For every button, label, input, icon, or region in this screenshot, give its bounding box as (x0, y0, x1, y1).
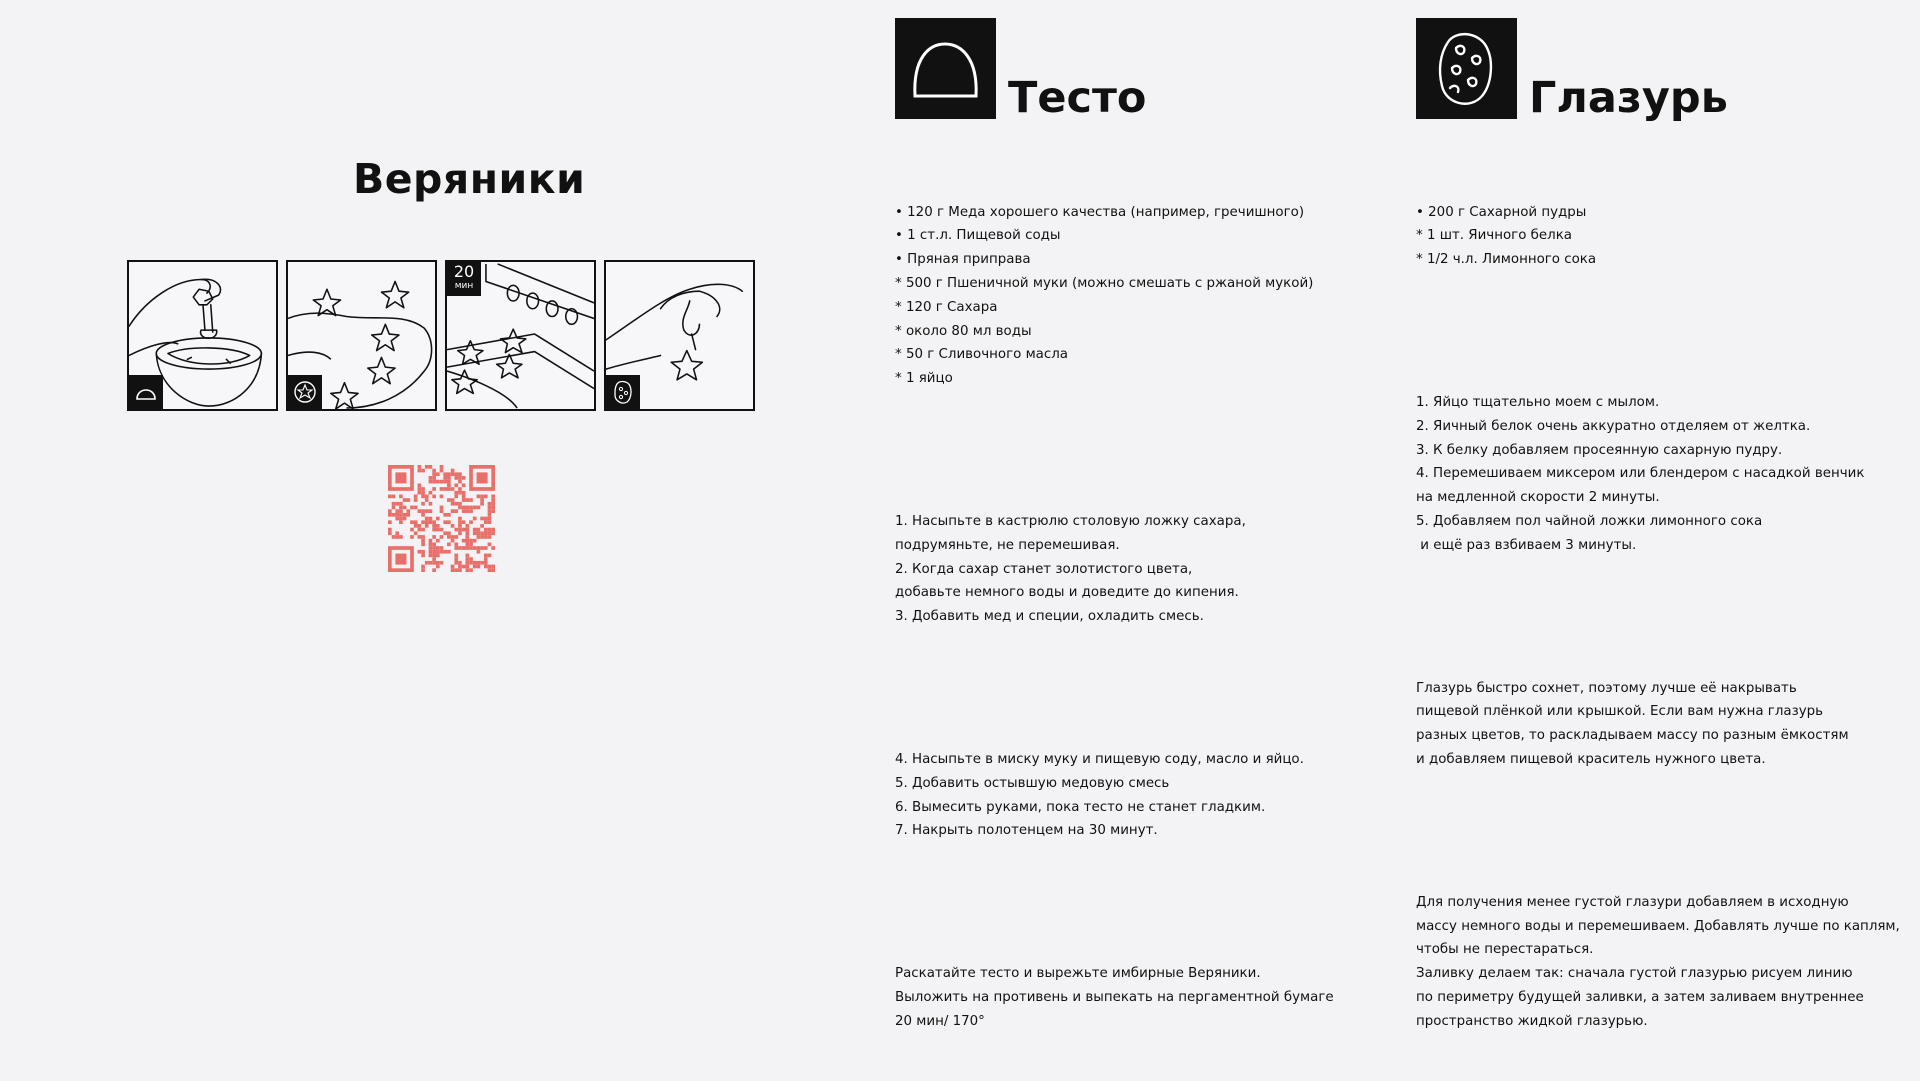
step-line: 3. К белку добавляем просеянную сахарную пудру. (1416, 442, 1783, 458)
dough-steps-b (895, 748, 1334, 843)
step-line: 1. Насыпьте в кастрюлю столовую ложку сахара, (895, 513, 1246, 529)
star-cookie-icon (288, 375, 322, 409)
text-line: массу немного воды и перемешиваем. Добавлять лучше по каплям, (1416, 918, 1900, 934)
dough-icon (895, 18, 996, 119)
dough-icon (129, 375, 163, 409)
qr-code[interactable] (388, 465, 495, 572)
text-line: Выложить на противень и выпекать на пергаментной бумаге (895, 989, 1334, 1005)
dough-ingredients (895, 201, 1334, 391)
icing-icon (1416, 18, 1517, 119)
text-line: разных цветов, то раскладываем массу по разным ёмкостям (1416, 728, 1849, 744)
ingredient-line: * 1/2 ч.л. Лимонного сока (1416, 252, 1597, 268)
text-line: и добавляем пищевой краситель нужного цвета. (1416, 751, 1766, 767)
ingredient-line: • Пряная приправа (895, 252, 1031, 268)
glaze-text (1416, 153, 1900, 1081)
dough-steps-a (895, 510, 1334, 629)
glaze-heading: Глазурь (1529, 73, 1728, 123)
text-line: Заливку делаем так: сначала густой глазурью рисуем линию (1416, 966, 1853, 982)
ingredient-line: * 1 шт. Яичного белка (1416, 228, 1572, 244)
step-bake (445, 260, 596, 411)
step-line: 1. Яйцо тщательно моем с мылом. (1416, 394, 1660, 410)
ingredient-line: * 50 г Сливочного масла (895, 347, 1069, 363)
step-line: 5. Добавить остывшую медовую смесь (895, 775, 1170, 791)
timer-value: 20 (453, 262, 475, 281)
ingredient-line: * 500 г Пшеничной муки (можно смешать с ржаной мукой) (895, 275, 1314, 291)
step-line: 4. Перемешиваем миксером или блендером с насадкой венчик (1416, 466, 1865, 482)
recipe-title: Веряники (353, 155, 586, 203)
glaze-column (1416, 16, 1900, 1081)
step-glaze (604, 260, 755, 411)
glaze-note-2 (1416, 891, 1900, 1034)
icing-icon (606, 375, 640, 409)
text-line: чтобы не перестараться. (1416, 942, 1594, 958)
step-line: 4. Насыпьте в миску муку и пищевую соду, масло и яйцо. (895, 751, 1304, 767)
ingredient-line: • 1 ст.л. Пищевой соды (895, 228, 1061, 244)
text-line: по периметру будущей заливки, а затем заливаем внутреннее (1416, 989, 1864, 1005)
step-line: 7. Накрыть полотенцем на 30 минут. (895, 823, 1158, 839)
glaze-steps (1416, 391, 1900, 558)
step-illustrations (127, 260, 755, 411)
dough-final (895, 962, 1334, 1033)
step-line: 2. Когда сахар станет золотистого цвета, (895, 561, 1193, 577)
ingredient-line: * около 80 мл воды (895, 323, 1032, 339)
text-line: Раскатайте тесто и вырежьте имбирные Веряники. (895, 966, 1261, 982)
text-line: пространство жидкой глазурью. (1416, 1013, 1648, 1029)
dough-text (895, 153, 1334, 1081)
step-line: и ещё раз взбиваем 3 минуты. (1416, 537, 1637, 553)
text-line: пищевой плёнкой или крышкой. Если вам нужна глазурь (1416, 704, 1824, 720)
step-line: 6. Вымесить руками, пока тесто не станет гладким. (895, 799, 1266, 815)
step-line: на медленной скорости 2 минуты. (1416, 490, 1660, 506)
text-line: Для получения менее густой глазури добавляем в исходную (1416, 894, 1849, 910)
timer-badge (447, 262, 481, 296)
timer-unit: мин (454, 281, 474, 291)
step-line: 3. Добавить мед и специи, охладить смесь. (895, 609, 1204, 625)
step-line: 2. Яичный белок очень аккуратно отделяем от желтка. (1416, 418, 1811, 434)
text-line: Глазурь быстро сохнет, поэтому лучше её накрывать (1416, 680, 1797, 696)
ingredient-line: * 120 г Сахара (895, 299, 998, 315)
step-cut-stars (286, 260, 437, 411)
dough-column (895, 16, 1334, 1081)
step-mix (127, 260, 278, 411)
dough-heading: Тесто (1008, 73, 1147, 123)
step-line: добавьте немного воды и доведите до кипения. (895, 585, 1239, 601)
ingredient-line: * 1 яйцо (895, 371, 953, 387)
step-line: подрумяньте, не перемешивая. (895, 537, 1120, 553)
ingredient-line: • 120 г Меда хорошего качества (например, гречишного) (895, 204, 1305, 220)
text-line: 20 мин/ 170° (895, 1013, 985, 1029)
glaze-ingredients (1416, 201, 1900, 272)
step-line: 5. Добавляем пол чайной ложки лимонного сока (1416, 513, 1763, 529)
ingredient-line: • 200 г Сахарной пудры (1416, 204, 1587, 220)
glaze-note-1 (1416, 677, 1900, 772)
